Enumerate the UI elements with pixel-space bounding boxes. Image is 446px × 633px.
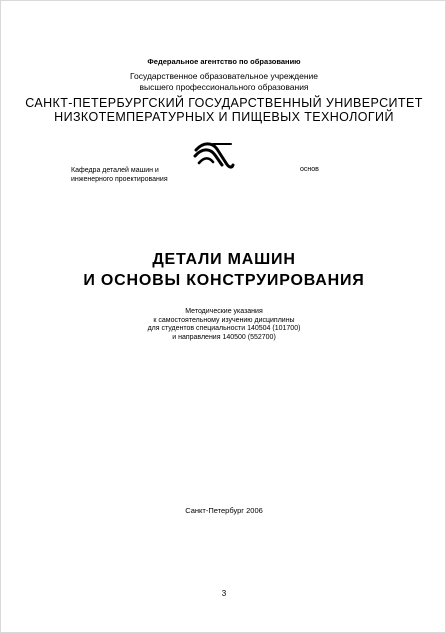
university-name-line-2: НИЗКОТЕМПЕРАТУРНЫХ И ПИЩЕВЫХ ТЕХНОЛОГИЙ	[54, 110, 394, 124]
department-line-2: инженерного проектирования	[71, 176, 168, 183]
department-line-1: Кафедра деталей машин и	[71, 167, 159, 174]
description-line: и направления 140500 (552700)	[172, 333, 276, 341]
description-line: к самостоятельному изучению дисциплины	[153, 316, 295, 324]
description-line: для студентов специальности 140504 (101700)	[147, 325, 301, 332]
university-name-line-1: САНКТ-ПЕТЕРБУРГСКИЙ ГОСУДАРСТВЕННЫЙ УНИВЕРСИТЕТ	[25, 96, 423, 110]
department-name	[71, 166, 168, 184]
department-right-word: основ	[300, 166, 319, 173]
institution-line-1: Государственное образовательное учреждение	[129, 71, 319, 81]
agency-name: Федеральное агентство по образованию	[147, 57, 301, 66]
description-line: Методические указания	[185, 308, 263, 315]
title-line-2: И ОСНОВЫ КОНСТРУИРОВАНИЯ	[83, 272, 365, 289]
city-year: Санкт-Петербург 2006	[185, 506, 263, 515]
institution-line-2: высшего профессионального образования	[139, 82, 309, 92]
title-line-1: ДЕТАЛИ МАШИН	[152, 251, 296, 268]
page-number: 3	[221, 589, 227, 598]
description-block	[1, 308, 446, 342]
university-logo-icon	[193, 141, 235, 171]
